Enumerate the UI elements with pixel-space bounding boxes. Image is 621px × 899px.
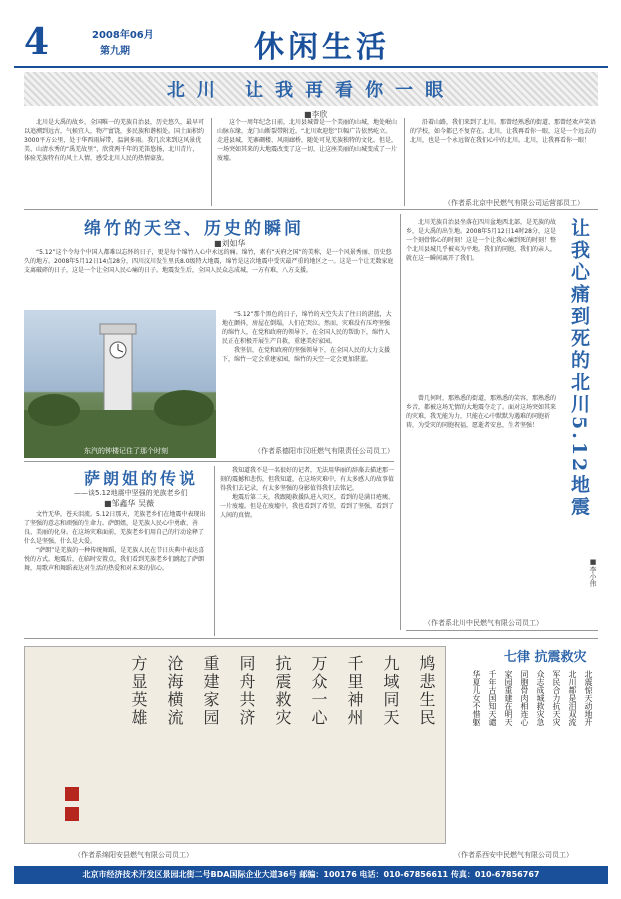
- divider: [24, 461, 394, 462]
- issue-date: 2008年06月: [92, 30, 154, 41]
- calligraphy-column: 九域同天: [381, 655, 400, 727]
- photo-caption: 东汽的钟楼记住了那个时刻: [84, 447, 168, 455]
- divider: [24, 209, 598, 210]
- divider: [400, 214, 401, 630]
- article4-byline: ■邹鑫华 吴薇: [104, 499, 155, 508]
- divider: [214, 466, 215, 636]
- divider: [406, 630, 598, 631]
- newspaper-page: [14, 18, 608, 886]
- article1-col2: 这个一周年纪念日前，北川县城曾是一个美丽的山城，地处岷山山脉东缘，龙门山断裂带附近。“北川欢迎您”巨幅广告依然屹立。走进县城，羌寨碉楼、风雨廊桥，随处可见羌族独特的文化。但是，一场突如其来的大地震改变了这一切，让这座美丽的山城变成了一片废墟。: [217, 119, 397, 162]
- article2-signature: （作者系德阳市汉旺燃气有限责任公司员工）: [254, 447, 394, 455]
- article4-subtitle: ——谈5.12地震中坚强的羌族老乡们: [74, 489, 188, 497]
- article3-title: 让我心痛到死的北川5.12地震: [568, 218, 590, 519]
- poem-line: 同胞骨肉相连心: [520, 670, 529, 726]
- article1-signature: （作者系北京中民燃气有限公司运营部员工）: [444, 199, 584, 207]
- calligraphy-column: 抗震救灾: [273, 655, 292, 727]
- poem-line: 千年古国知天谴: [488, 670, 497, 726]
- divider: [404, 118, 405, 206]
- calligraphy-signature: （作者系绵阳安县燃气有限公司员工）: [74, 851, 193, 859]
- red-seal: [65, 807, 79, 821]
- poem-line: 北川都是泪双流: [568, 670, 577, 726]
- calligraphy-artwork: [24, 646, 446, 844]
- article1-banner: [24, 72, 598, 106]
- issue-number: 第九期: [100, 46, 130, 57]
- article4-text: 文竹无华，苍天泪流。5.12日那天，羌族老乡们在地震中表现出了坚强的意志和顽强的生命力。萨朗姐，是羌族人民心中勇敢、善良、美丽的化身。在这场灾难面前，羌族老乡们用自己的行动诠释了什么是坚强，什么是大爱。 “萨朗”是羌族的一种传统舞蹈，是羌族人民在节日庆典中表达喜悦的方式。地震后，在临时安置点，我们看到羌族老乡们跳起了萨朗舞，用歌声和舞蹈表达对生活的热爱和对未来的信心。: [24, 511, 206, 572]
- calligraphy-column: 同舟共济: [237, 655, 256, 727]
- page-number: 4: [24, 21, 50, 63]
- article2-byline: ■刘如华: [214, 239, 246, 248]
- poem-line: 众志成城救灾急: [536, 670, 545, 726]
- page-footer: [14, 866, 608, 884]
- article1-col3: 沿着山路，我们来到了北川。那曾经熟悉的街道、那曾经欢声笑语的学校，如今都已不复存在。北川，让我再看你一眼，这是一个远去的北川，也是一个永远留在我们心中的北川。北川，让我再看你一眼！: [410, 119, 597, 144]
- article1-col1: 北川是大禹的故乡，全国唯一的羌族自治县，历史悠久，最早可以追溯到远古，气候宜人，物产富饶，多民族和谐相处。国土面积约3000平方公里，处于华西雨屏带，温润多雨。我几次来到这风景优美、山清水秀的“禹羌故里”，欣赏两千年的羌笛悠扬，北川青片，体验羌族特有的风土人情，感受北川人民的热情豪放。: [24, 119, 204, 162]
- divider: [211, 118, 212, 206]
- poem-line: 北震惊天动地开: [584, 670, 593, 726]
- poem-line: 家园重建在明天: [504, 670, 513, 726]
- calligraphy-column: 万众一心: [309, 655, 328, 727]
- divider: [24, 638, 598, 639]
- poem-line: 军民合力抗天灾: [552, 670, 561, 726]
- calligraphy-column: 方显英雄: [129, 655, 148, 727]
- article3-text2: 曾几何时，那熟悉的街道，那熟悉的笑容，那熟悉的乡音，都被这场无情的大地震夺走了。面对这场突如其来的灾难，我无能为力，只能在心中默默为遇难的同胞祈祷，为受灾的同胞祝福，愿逝者安息，生者坚强！: [406, 395, 556, 429]
- article3-byline: ■李小伟: [589, 558, 597, 587]
- poem-title: 七律 抗震救灾: [504, 650, 587, 665]
- article3-signature: （作者系北川中民燃气有限公司员工）: [424, 619, 543, 627]
- calligraphy-column: 鸠悲生民: [417, 655, 436, 727]
- clock-tower-illustration: [24, 310, 216, 458]
- clock-tower-photo: [24, 310, 216, 458]
- calligraphy-column: 沧海横流: [165, 655, 184, 727]
- article3-text: 北川羌族自治县坐落在四川盆地西北部，是羌族的故乡，是大禹的出生地。2008年5月12日14时28分，这是一个刻骨铭心的时刻！这是一个让我心痛到死的时刻！整个北川县城几乎被夷为平地。我们的同胞，我们的亲人，就在这一瞬间离开了我们。: [406, 219, 556, 262]
- article1-byline: ■李欣: [304, 110, 328, 119]
- column-title: 休闲生活: [254, 30, 390, 65]
- poem-box: [454, 666, 598, 842]
- poem-signature: （作者系西安中民燃气有限公司员工）: [454, 851, 573, 859]
- article2-text2: “5.12”那个黑色的日子，绵竹的天空失去了往日的湛蓝，大地在颤抖，房屋在倒塌，人们在哭泣。然而，灾难没有压垮坚强的绵竹人，在党和政府的领导下，在全国人民的帮助下，绵竹人民正在积极开展生产自救，重建美好家园。 我坚信，在党和政府的坚强领导下，在全国人民的大力支援下，绵竹一定会重建家园，绵竹的天空一定会更加湛蓝。: [222, 311, 392, 363]
- calligraphy-column: 重建家园: [201, 655, 220, 727]
- footer-text: 北京市经济技术开发区景园北街二号BDA国际企业大道36号 邮编：100176 电话：010-67856611 传真：010-67856767: [82, 870, 540, 879]
- red-seal: [65, 787, 79, 801]
- poem-line: 华夏儿女不惜躯: [472, 670, 481, 726]
- article2-title: 绵竹的天空、历史的瞬间: [84, 219, 304, 239]
- calligraphy-column: 千里神州: [345, 655, 364, 727]
- article4-title: 萨朗姐的传说: [84, 469, 199, 488]
- header-rule: [14, 66, 608, 68]
- article2-text: “5.12”这个令每个中国人都难以忘怀的日子，更是每个绵竹人心中永远的痛。绵竹，素有“天府之国”的美称，是一个风景秀丽、历史悠久的地方。2008年5月12日14点28分，四川汶川发生里氏8.0级特大地震，绵竹是这次地震中受灾最严重的地区之一。这是一个让无数家庭支离破碎的日子，这是一个让全国人民心痛的日子。地震发生后，全国人民众志成城，一方有难，八方支援。: [24, 249, 394, 274]
- article5-text: 我知道我不是一名很好的记者，无法用华丽的辞藻去描述那一刻的震撼和悲伤，但我知道，在这场灾难中，有太多感人的故事值得我们去记录，有太多坚强的身影值得我们去铭记。 地震后第二天，我跟随救援队进入灾区，看到的是满目疮痍、一片废墟。但是在废墟中，我也看到了希望，看到了坚强，看到了人间的真情。: [220, 467, 394, 519]
- article1-title: 北川 让我再看你一眼: [166, 80, 456, 101]
- page-header: [14, 18, 608, 68]
